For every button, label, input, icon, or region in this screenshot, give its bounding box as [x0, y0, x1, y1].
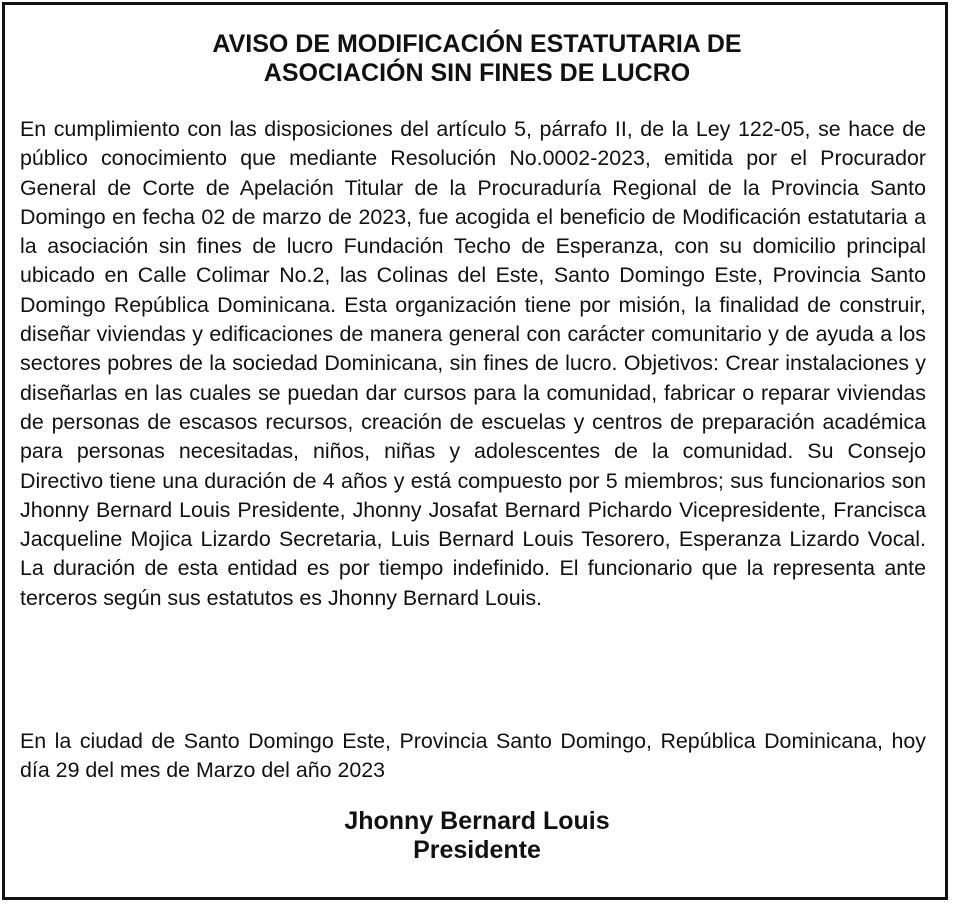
- signatory-role: Presidente: [413, 836, 541, 864]
- notice-title: [0, 30, 954, 88]
- closing-paragraph: En la ciudad de Santo Domingo Este, Provincia Santo Domingo, República Dominicana, hoy día 29 del mes de Marzo del año 2023: [20, 729, 926, 783]
- signatory-name: Jhonny Bernard Louis: [344, 807, 610, 835]
- main-paragraph: En cumplimiento con las disposiciones del artículo 5, párrafo II, de la Ley 122-05, se hace de público conocimiento que mediante Resolución No.0002-2023, emitida por el Procurador General de Corte de Apelación Titular de la Procuraduría Regional de la Provincia Santo Domingo en fecha 02 de marzo de 2023, fue acogida el beneficio de Modificación estatutaria a la asociación sin fines de lucro Fundación Techo de Esperanza, con su domicilio principal ubicado en Calle Colimar No.2, las Colinas del Este, Santo Domingo Este, Provincia Santo Domingo República Dominicana. Esta organización tiene por misión, la finalidad de construir, diseñar viviendas y edificaciones de manera general con carácter comunitario y de ayuda a los sectores pobres de la sociedad Dominicana, sin fines de lucro. Objetivos: Crear instalaciones y diseñarlas en las cuales se puedan dar cursos para la comunidad, fabricar o reparar viviendas de personas de escasos recursos, creación de escuelas y centros de preparación académica para personas necesitadas, niños, niñas y adolescentes de la comunidad. Su Consejo Directivo tiene una duración de 4 años y está compuesto por 5 miembros; sus funcionarios son Jhonny Bernard Louis Presidente, Jhonny Josafat Bernard Pichardo Vicepresidente, Francisca Jacqueline Mojica Lizardo Secretaria, Luis Bernard Louis Tesorero, Esperanza Lizardo Vocal. La duración de esta entidad es por tiempo indefinido. El funcionario que la representa ante terceros según sus estatutos es Jhonny Bernard Louis.: [20, 117, 926, 610]
- title-line-1: AVISO DE MODIFICACIÓN ESTATUTARIA DE: [212, 30, 742, 58]
- signature-block: [0, 807, 954, 865]
- title-line-2: ASOCIACIÓN SIN FINES DE LUCRO: [263, 59, 691, 87]
